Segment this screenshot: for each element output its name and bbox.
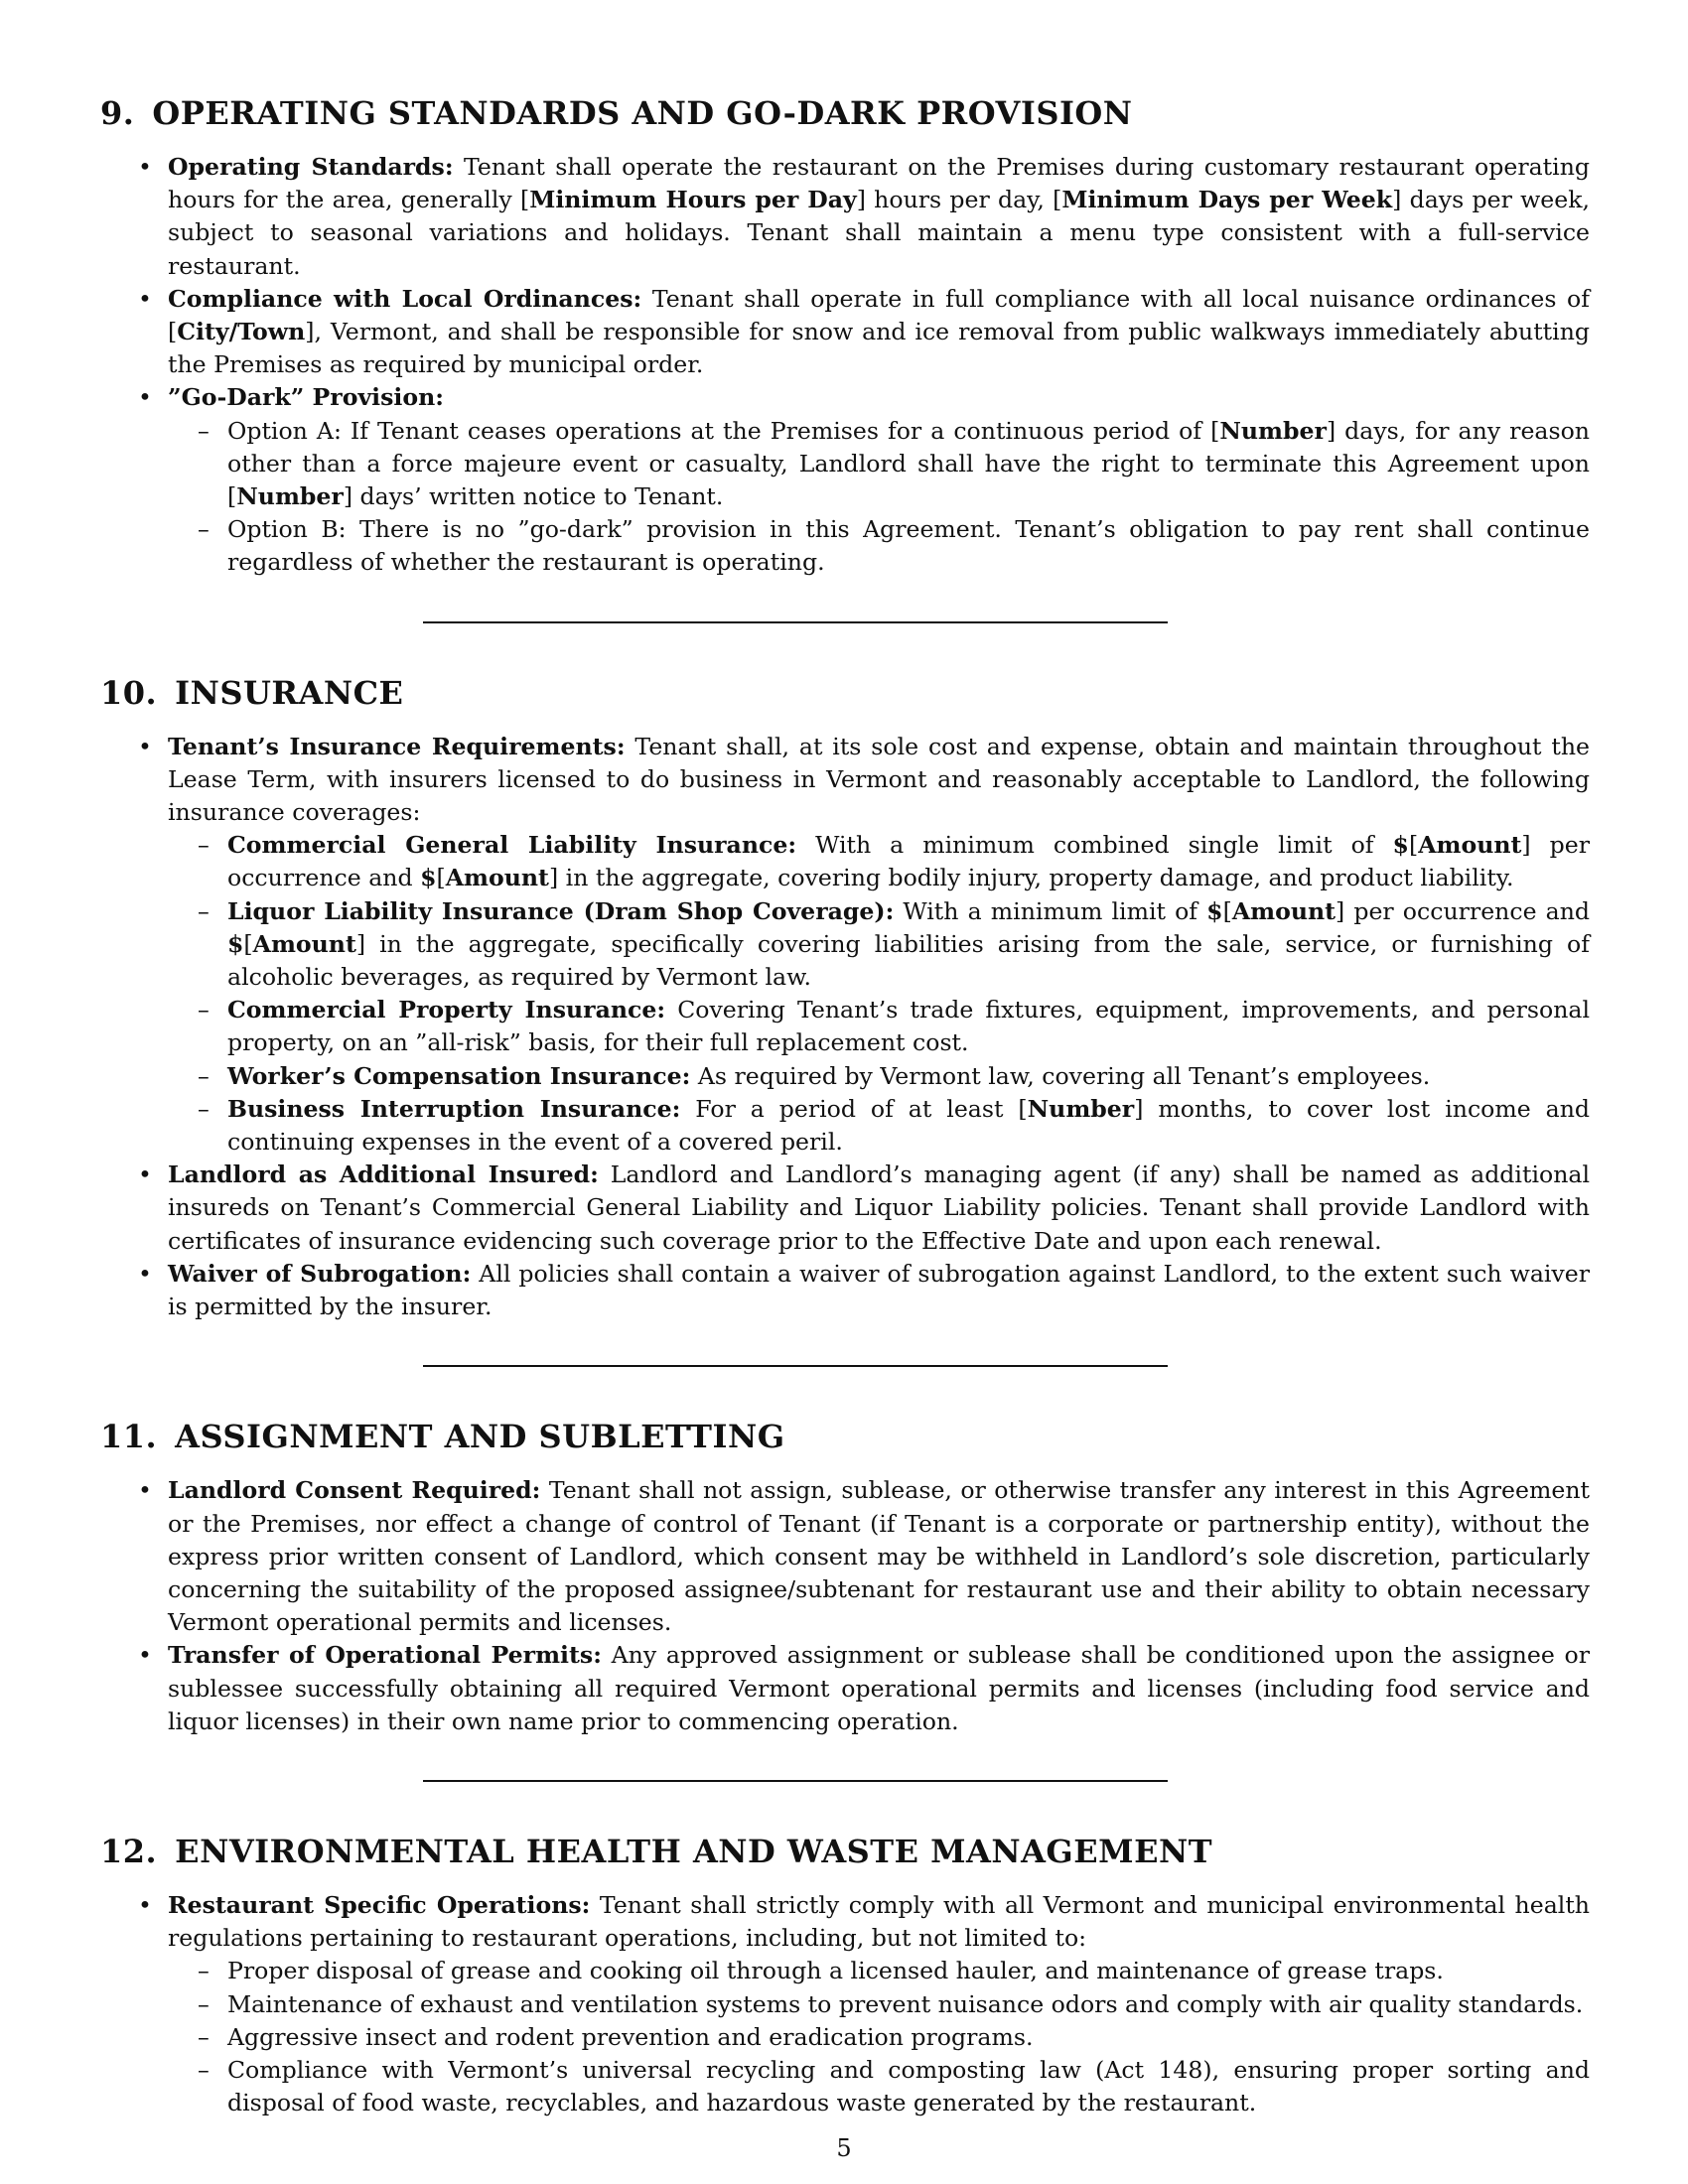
section-divider xyxy=(423,1780,1168,1782)
sub-item-property-insurance: – Commercial Property Insurance: Covering Tenant’s trade fixtures, equipment, improvements, and personal property, on an ”all-risk” basis, for their full replacement cost. xyxy=(168,994,1590,1059)
section-9 xyxy=(100,91,1590,580)
sub-item-pest-control: – Aggressive insect and rodent prevention and eradication programs. xyxy=(168,2021,1590,2054)
bullet-list xyxy=(100,1474,1590,1738)
list-item-local-ordinances: • Compliance with Local Ordinances: Tenant shall operate in full compliance with all local nuisance ordinances of [City/Town], Vermont, and shall be responsible for snow and ice removal from public walkways immediately abutting the Premises as required by municipal order. xyxy=(100,283,1590,382)
sub-item-grease-disposal: – Proper disposal of grease and cooking oil through a licensed hauler, and maintenance of grease traps. xyxy=(168,1955,1590,1987)
section-12 xyxy=(100,1830,1590,2119)
sub-list xyxy=(168,829,1590,1159)
list-item-additional-insured: • Landlord as Additional Insured: Landlord and Landlord’s managing agent (if any) shall be named as additional insureds on Tenant’s Commercial General Liability and Liquor Liability policies. Tenant shall provide Landlord with certificates of insurance evidencing such coverage prior to the Effective Date and upon each renewal. xyxy=(100,1159,1590,1258)
bullet-list xyxy=(100,1889,1590,2119)
bullet-list xyxy=(100,151,1590,580)
list-item-insurance-requirements: • Tenant’s Insurance Requirements: Tenant shall, at its sole cost and expense, obtain and maintain throughout the Lease Term, with insurers licensed to do business in Vermont and reasonably acceptable to Landlord, the following insurance coverages: – Commercial General Liability Insurance: With a minimum combined single limit of $[Amount] per occurrence and $[Amount] in the aggregate, covering bodily injury, property damage, and product liability. – Liquor Liability Insurance (Dram Shop Coverage): With a minimum limit of $[Amount] per occurrence and $[Amount] in the aggregate, specifically covering liabilities arising from the sale, service, or furnishing of alcoholic beverages, as required by Vermont law. – Commercial Property Insurance: Covering Tenant’s trade fixtures, equipment, improvements, and personal property, on an ”all-risk” basis, for their full replacement cost. – Worker’s Compensation Insurance: As required by Vermont law, covering all Tenant’s employees. – Business Interruption Insurance: For a period of at least [Number] months, to cover lost income and continuing expenses in the event of a covered peril. xyxy=(100,731,1590,1160)
sub-item-ventilation: – Maintenance of exhaust and ventilation systems to prevent nuisance odors and comply with air quality standards. xyxy=(168,1988,1590,2021)
page-number: 5 xyxy=(836,2134,852,2162)
list-item-restaurant-operations: • Restaurant Specific Operations: Tenant shall strictly comply with all Vermont and municipal environmental health regulations pertaining to restaurant operations, including, but not limited to: – Proper disposal of grease and cooking oil through a licensed hauler, and maintenance of grease traps. – Maintenance of exhaust and ventilation systems to prevent nuisance odors and comply with air quality standards. – Aggressive insect and rodent prevention and eradication programs. – Compliance with Vermont’s universal recycling and composting law (Act 148), ensuring proper sorting and disposal of food waste, recyclables, and hazardous waste generated by the restaurant. xyxy=(100,1889,1590,2119)
sub-item-recycling: – Compliance with Vermont’s universal recycling and composting law (Act 148), ensuring proper sorting and disposal of food waste, recyclables, and hazardous waste generated by the restaurant. xyxy=(168,2054,1590,2119)
sub-list xyxy=(168,415,1590,580)
sub-item-liquor-liability: – Liquor Liability Insurance (Dram Shop Coverage): With a minimum limit of $[Amount] per occurrence and $[Amount] in the aggregate, specifically covering liabilities arising from the sale, service, or furnishing of alcoholic beverages, as required by Vermont law. xyxy=(168,895,1590,995)
section-heading: 11. ASSIGNMENT AND SUBLETTING xyxy=(100,1418,785,1456)
list-item-transfer-permits: • Transfer of Operational Permits: Any approved assignment or sublease shall be conditioned upon the assignee or sublessee successfully obtaining all required Vermont operational permits and licenses (including food service and liquor licenses) in their own name prior to commencing operation. xyxy=(100,1639,1590,1738)
list-item-waiver-subrogation: • Waiver of Subrogation: All policies shall contain a waiver of subrogation against Landlord, to the extent such waiver is permitted by the insurer. xyxy=(100,1258,1590,1323)
section-heading: 10. INSURANCE xyxy=(100,673,404,712)
sub-item-workers-comp: – Worker’s Compensation Insurance: As required by Vermont law, covering all Tenant’s employees. xyxy=(168,1060,1590,1093)
sub-list xyxy=(168,1955,1590,2119)
bullet-list xyxy=(100,731,1590,1324)
section-divider xyxy=(423,1365,1168,1367)
section-divider xyxy=(423,621,1168,623)
sub-item-general-liability: – Commercial General Liability Insurance: With a minimum combined single limit of $[Amount] per occurrence and $[Amount] in the aggregate, covering bodily injury, property damage, and product liability. xyxy=(168,829,1590,894)
section-10 xyxy=(100,671,1590,1324)
document-page xyxy=(100,91,1590,2119)
sub-item-business-interruption: – Business Interruption Insurance: For a period of at least [Number] months, to cover lost income and continuing expenses in the event of a covered peril. xyxy=(168,1093,1590,1159)
list-item-landlord-consent: • Landlord Consent Required: Tenant shall not assign, sublease, or otherwise transfer any interest in this Agreement or the Premises, nor effect a change of control of Tenant (if Tenant is a corporate or partnership entity), without the express prior written consent of Landlord, which consent may be withheld in Landlord’s sole discretion, particularly concerning the suitability of the proposed assignee/subtenant for restaurant use and their ability to obtain necessary Vermont operational permits and licenses. xyxy=(100,1474,1590,1639)
section-heading: 12. ENVIRONMENTAL HEALTH AND WASTE MANAGEMENT xyxy=(100,1832,1213,1870)
list-item-operating-standards: • Operating Standards: Tenant shall operate the restaurant on the Premises during customary restaurant operating hours for the area, generally [Minimum Hours per Day] hours per day, [Minimum Days per Week] days per week, subject to seasonal variations and holidays. Tenant shall maintain a menu type consistent with a full-service restaurant. xyxy=(100,151,1590,283)
list-item-go-dark: • ”Go-Dark” Provision: – Option A: If Tenant ceases operations at the Premises for a continuous period of [Number] days, for any reason other than a force majeure event or casualty, Landlord shall have the right to terminate this Agreement upon [Number] days’ written notice to Tenant. – Option B: There is no ”go-dark” provision in this Agreement. Tenant’s obligation to pay rent shall continue regardless of whether the restaurant is operating. xyxy=(100,381,1590,579)
section-heading: 9. OPERATING STANDARDS AND GO-DARK PROVISION xyxy=(100,94,1133,132)
section-11 xyxy=(100,1415,1590,1738)
sub-item-option-b: – Option B: There is no ”go-dark” provision in this Agreement. Tenant’s obligation to pay rent shall continue regardless of whether the restaurant is operating. xyxy=(168,513,1590,579)
sub-item-option-a: – Option A: If Tenant ceases operations at the Premises for a continuous period of [Number] days, for any reason other than a force majeure event or casualty, Landlord shall have the right to terminate this Agreement upon [Number] days’ written notice to Tenant. xyxy=(168,415,1590,514)
